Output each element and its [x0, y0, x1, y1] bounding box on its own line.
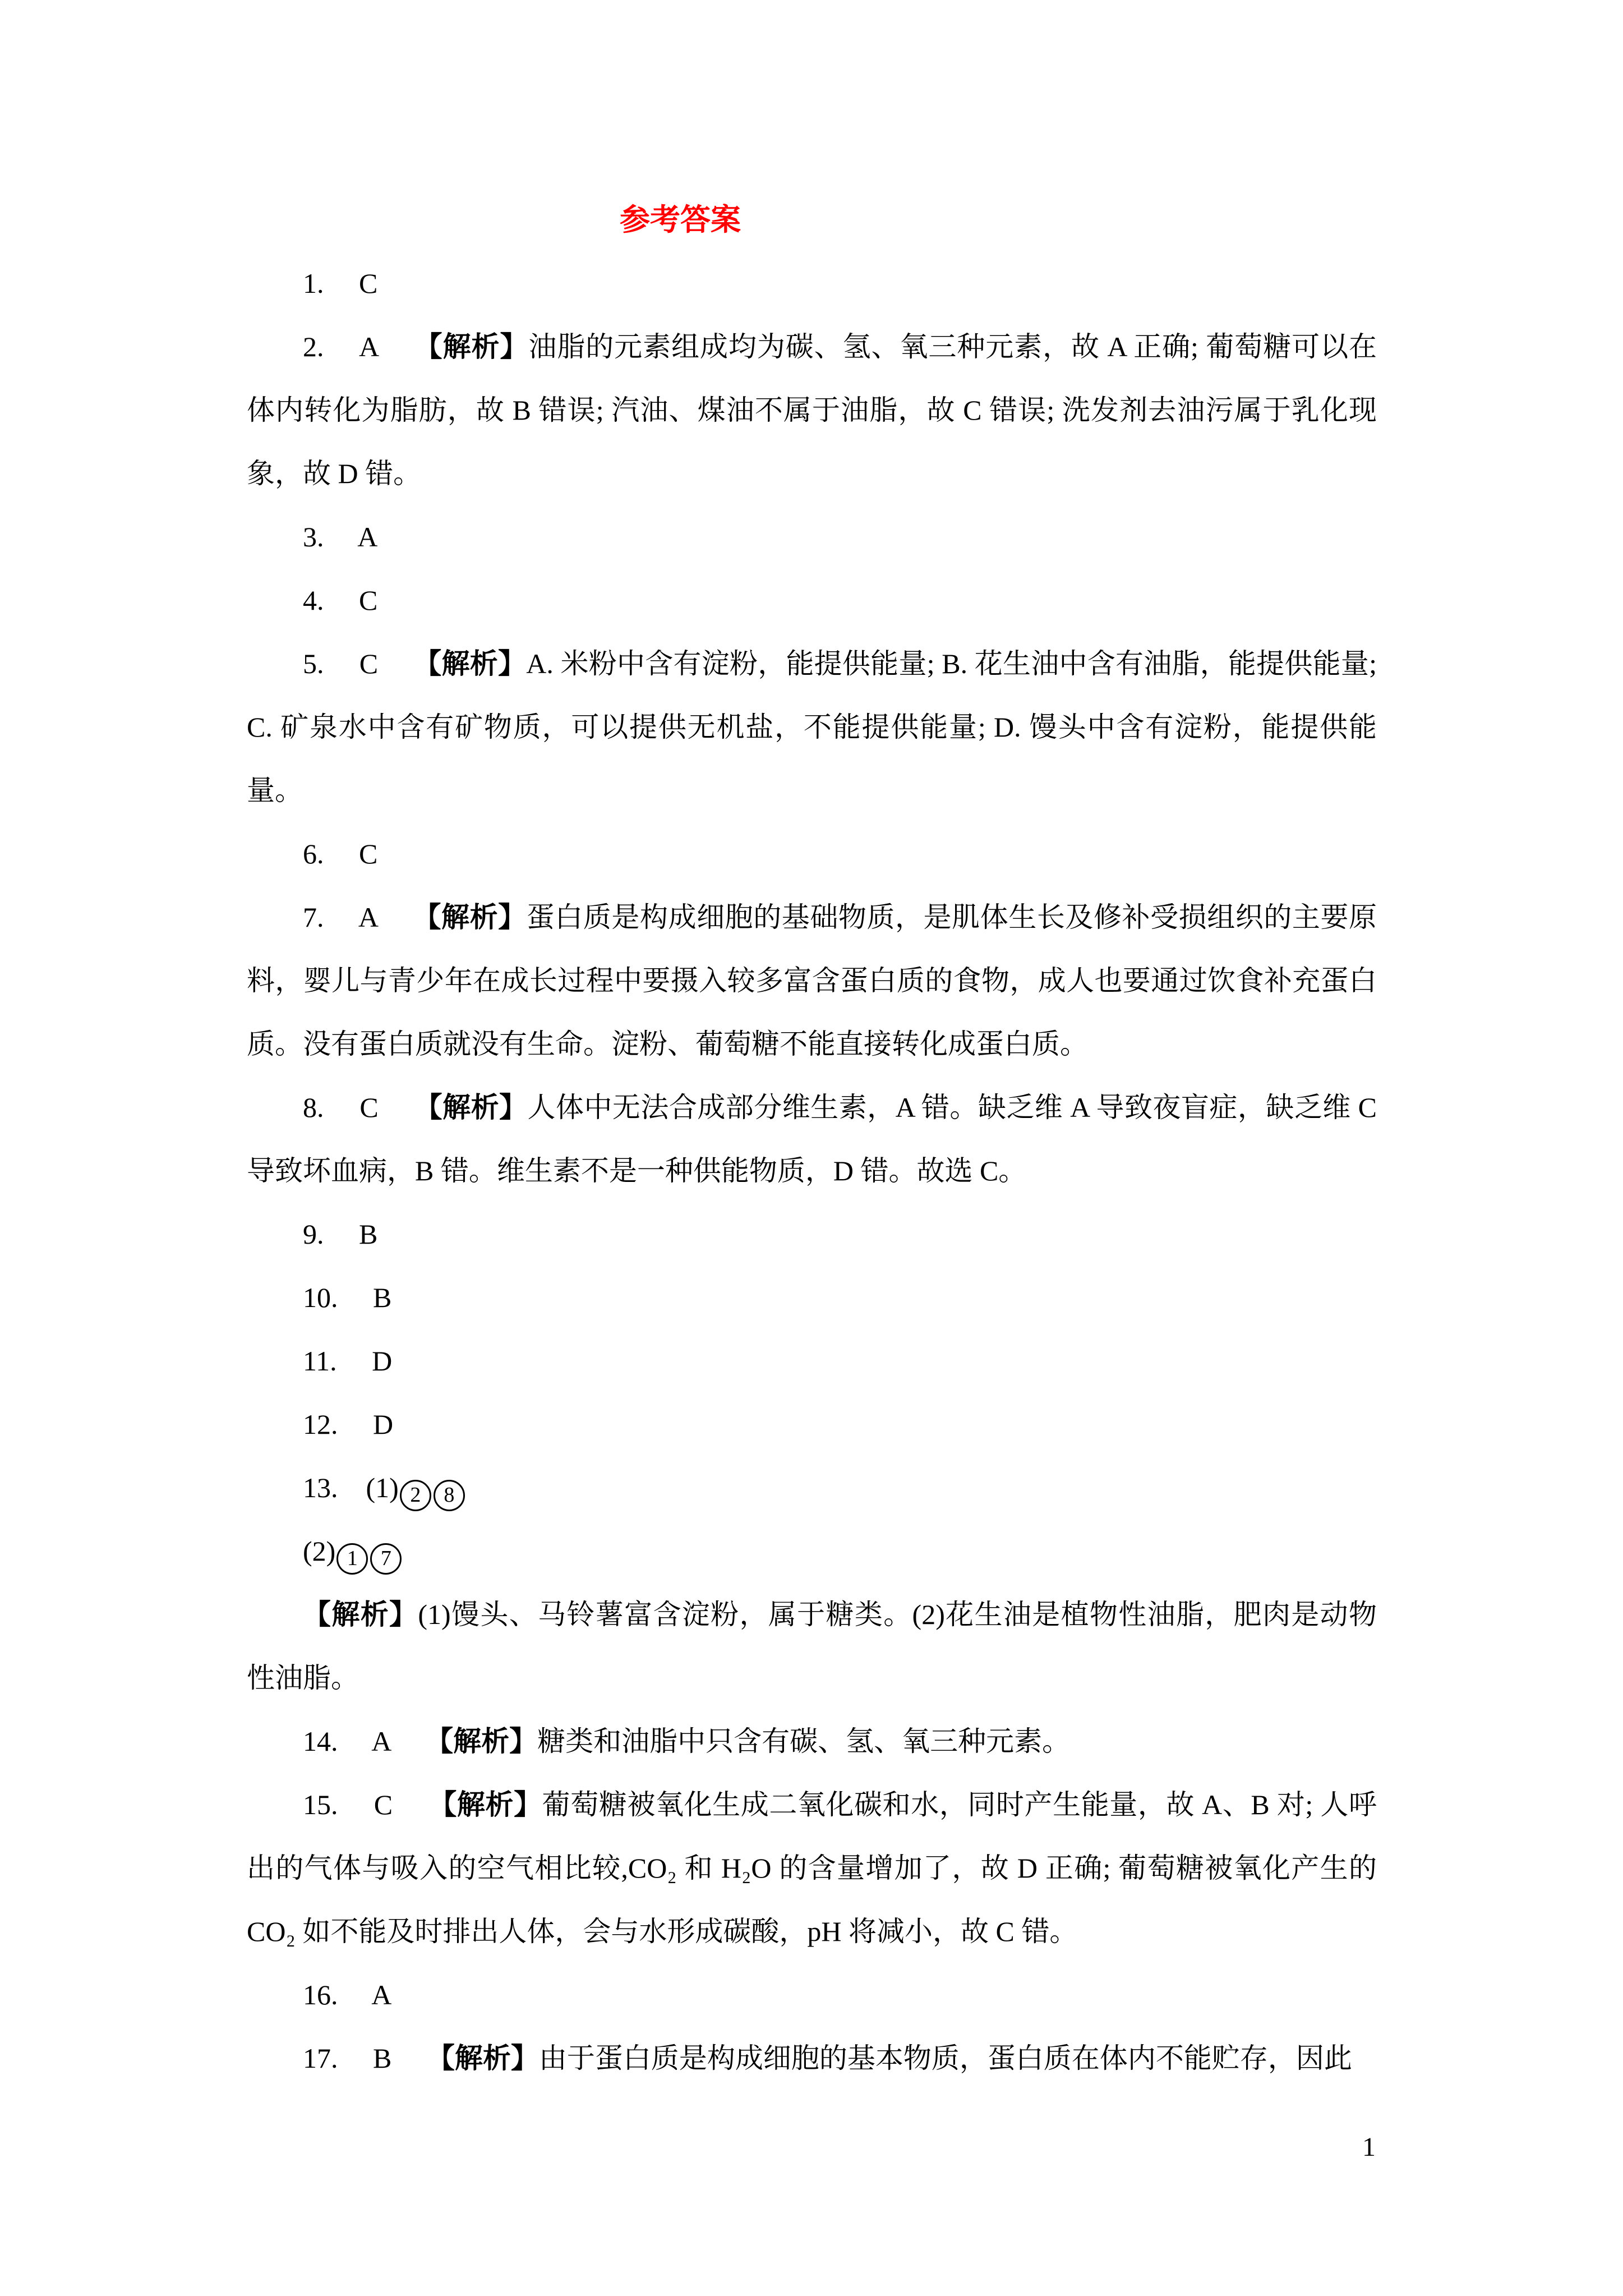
- analysis-marker: 【解析】: [414, 331, 529, 362]
- answer-text: 12. D: [303, 1409, 394, 1440]
- answer-text: 由于蛋白质是构成细胞的基本物质，蛋白质在体内不能贮存，因此: [538, 2042, 1352, 2074]
- analysis-marker: 【解析】: [413, 901, 527, 933]
- analysis-marker: 【解析】: [428, 1789, 542, 1820]
- answers-list: [247, 252, 1384, 2090]
- answer-text: 人体中无法合成部分维生素，A 错。缺乏维 A 导致夜盲症，缺乏维 C 导致坏血病，B 错。维生素不是一种供能物质，D 错。故选 C。: [247, 1092, 1384, 1186]
- answer-text: 8. C: [303, 1092, 414, 1123]
- answer-paragraph: [247, 1583, 1377, 1710]
- answer-paragraph: [247, 315, 1377, 505]
- answer-text: 6. C: [303, 838, 378, 869]
- answer-text: (2): [303, 1535, 336, 1567]
- answer-text: 7. A: [303, 901, 413, 933]
- answer-paragraph: [247, 252, 1377, 315]
- answer-text: (1)馒头、马铃薯富含淀粉，属于糖类。(2)花生油是植物性油脂，肥肉是动物性油脂。: [247, 1599, 1377, 1694]
- answer-paragraph: [247, 1203, 1377, 1266]
- answer-paragraph: [247, 1393, 1377, 1456]
- analysis-marker: 【解析】: [303, 1599, 418, 1630]
- page-number: 1: [1362, 2132, 1376, 2162]
- answer-paragraph: [247, 1710, 1377, 1773]
- answer-paragraph: [247, 2027, 1377, 2090]
- circled-number: 8: [434, 1480, 465, 1511]
- answer-paragraph: [247, 1266, 1377, 1329]
- analysis-marker: 【解析】: [414, 1092, 528, 1123]
- answer-text: 13. (1): [303, 1472, 399, 1503]
- answer-text: 16. A: [303, 1979, 392, 2010]
- answer-text: 17. B: [303, 2042, 427, 2074]
- answer-text: 15. C: [303, 1789, 429, 1820]
- answer-text: 葡萄糖被氧化生成二氧化碳和水，同时产生能量，故 A、B 对; 人呼出的气体与吸入的空气相比较,CO₂ 和 H₂O 的含量增加了，故 D 正确; 葡萄糖被氧化产生的 CO₂ 如不能及时排出人体，会与水形成碳酸，pH 将减小，故 C 错。: [247, 1789, 1384, 1947]
- answer-paragraph: [247, 886, 1377, 1076]
- answer-text: 1. C: [303, 268, 378, 299]
- answer-text: 11. D: [303, 1345, 393, 1377]
- analysis-marker: 【解析】: [425, 1726, 538, 1757]
- answer-text: 9. B: [303, 1218, 378, 1250]
- circled-number: 2: [400, 1480, 431, 1511]
- answer-paragraph: [247, 1076, 1384, 1203]
- answer-paragraph: [247, 1773, 1384, 1963]
- answer-paragraph: [247, 569, 1377, 632]
- answer-paragraph: [247, 632, 1384, 822]
- answer-text: 糖类和油脂中只含有碳、氢、氧三种元素。: [537, 1726, 1071, 1757]
- circled-number: 7: [370, 1543, 402, 1575]
- answer-paragraph: [247, 1963, 1377, 2027]
- answer-text: 油脂的元素组成均为碳、氢、氧三种元素，故 A 正确; 葡萄糖可以在体内转化为脂肪，故 B 错误; 汽油、煤油不属于油脂，故 C 错误; 洗发剂去油污属于乳化现象，故 D 错。: [247, 331, 1377, 489]
- answer-paragraph: [247, 822, 1377, 886]
- circled-number: 1: [336, 1543, 368, 1575]
- answer-text: 蛋白质是构成细胞的基础物质，是肌体生长及修补受损组织的主要原料，婴儿与青少年在成长过程中要摄入较多富含蛋白质的食物，成人也要通过饮食补充蛋白质。没有蛋白质就没有生命。淀粉、葡萄糖不能直接转化成蛋白质。: [247, 901, 1377, 1060]
- analysis-marker: 【解析】: [413, 648, 527, 679]
- answer-text: A. 米粉中含有淀粉，能提供能量; B. 花生油中含有油脂，能提供能量; C. 矿泉水中含有矿物质，可以提供无机盐，不能提供能量; D. 馒头中含有淀粉，能提供能量。: [247, 648, 1384, 806]
- answer-paragraph: [247, 1329, 1377, 1393]
- answer-paragraph: [247, 505, 1377, 569]
- page-title: 参考答案: [620, 203, 741, 237]
- answer-text: 10. B: [303, 1282, 392, 1313]
- answer-text: 4. C: [303, 585, 378, 616]
- analysis-marker: 【解析】: [426, 2042, 539, 2074]
- answer-text: 5. C: [303, 648, 414, 679]
- answer-text: 2. A: [303, 331, 414, 362]
- answer-paragraph: [247, 1520, 1377, 1583]
- answer-text: 3. A: [303, 521, 378, 553]
- answer-paragraph: [247, 1456, 1377, 1520]
- answer-text: 14. A: [303, 1726, 426, 1757]
